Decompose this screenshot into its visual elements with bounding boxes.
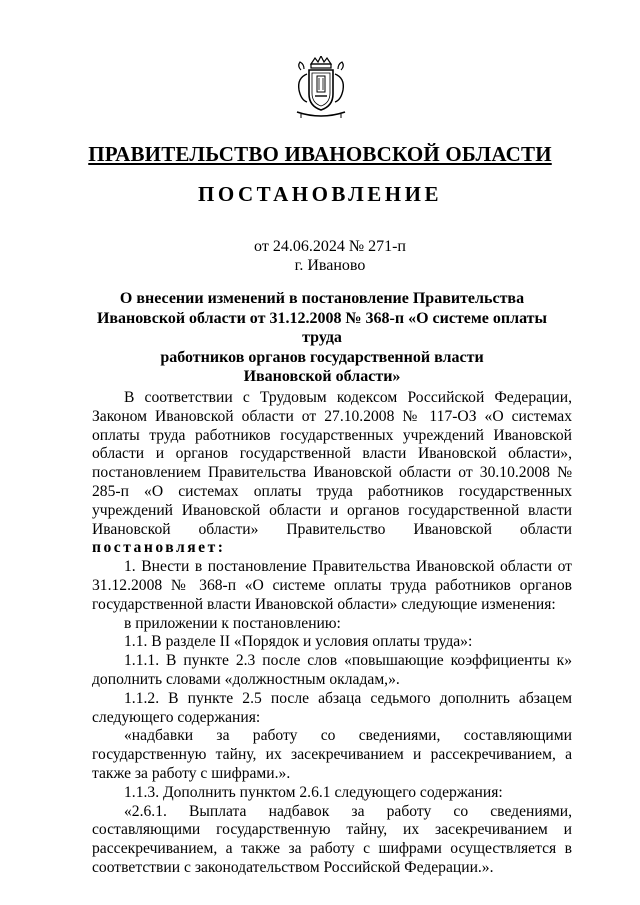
decision-word: постановляет: [92,539,226,557]
subject-line: работников органов государственной власти [160,348,484,366]
document-type: ПОСТАНОВЛЕНИЕ [198,182,442,206]
subject-line: Ивановской области» [243,368,401,385]
document-subject [80,289,564,387]
coat-of-arms-icon [291,56,351,122]
paragraph-quote-1: «надбавки за работу со сведениями, составляющими государственную тайну, их засекречиванием и рассекречиванием, а также за работу с шифрами.». [92,727,572,782]
paragraph-item-1-1: 1.1. В разделе II «Порядок и условия оплаты труда»: [124,633,473,651]
paragraph-item-1: 1. Внести в постановление Правительства Ивановской области от 31.12.2008 № 368-п «О системе оплаты труда работников органов государственной власти Ивановской области» следующие изменения: [92,558,572,613]
document-body [92,389,572,878]
government-title: ПРАВИТЕЛЬСТВО ИВАНОВСКОЙ ОБЛАСТИ [88,142,552,166]
date-number: от 24.06.2024 № 271-п [254,238,406,255]
preamble-paragraph [92,389,572,558]
subject-line: О внесении изменений в постановление Правительства [119,290,525,307]
paragraph-item-1-1-1: 1.1.1. В пункте 2.3 после слов «повышающие коэффициенты к» дополнить словами «должностным окладам,». [92,652,572,688]
preamble-text: В соответствии с Трудовым кодексом Российской Федерации, Законом Ивановской области от 27.10.2008 № 117-ОЗ «О системах оплаты труда работников государственных учреждений Ивановской области и органов государственной власти Ивановской области», постановлением Правительства Ивановской области от 30.10.2008 № 285-п «О системах оплаты труда работников государственных учреждений Ивановской области и органов государственной власти Ивановской области» Правительство Ивановской области [92,389,572,538]
city: г. Иваново [294,257,366,274]
paragraph-quote-2: «2.6.1. Выплата надбавок за работу со сведениями, составляющими государственную тайну, их засекречиванием и рассекречиванием, а также за работу с шифрами осуществляется в соответствии с законодательством Российской Федерации.». [92,802,572,876]
document-meta [0,237,640,275]
paragraph-appendix: в приложении к постановлению: [124,614,341,632]
paragraph-item-1-1-2: 1.1.2. В пункте 2.5 после абзаца седьмого дополнить абзацем следующего содержания: [92,689,572,726]
paragraph-item-1-1-3: 1.1.3. Дополнить пунктом 2.6.1 следующего содержания: [124,783,503,801]
subject-line: Ивановской области от 31.12.2008 № 368-п «О системе оплаты труда [96,309,548,346]
